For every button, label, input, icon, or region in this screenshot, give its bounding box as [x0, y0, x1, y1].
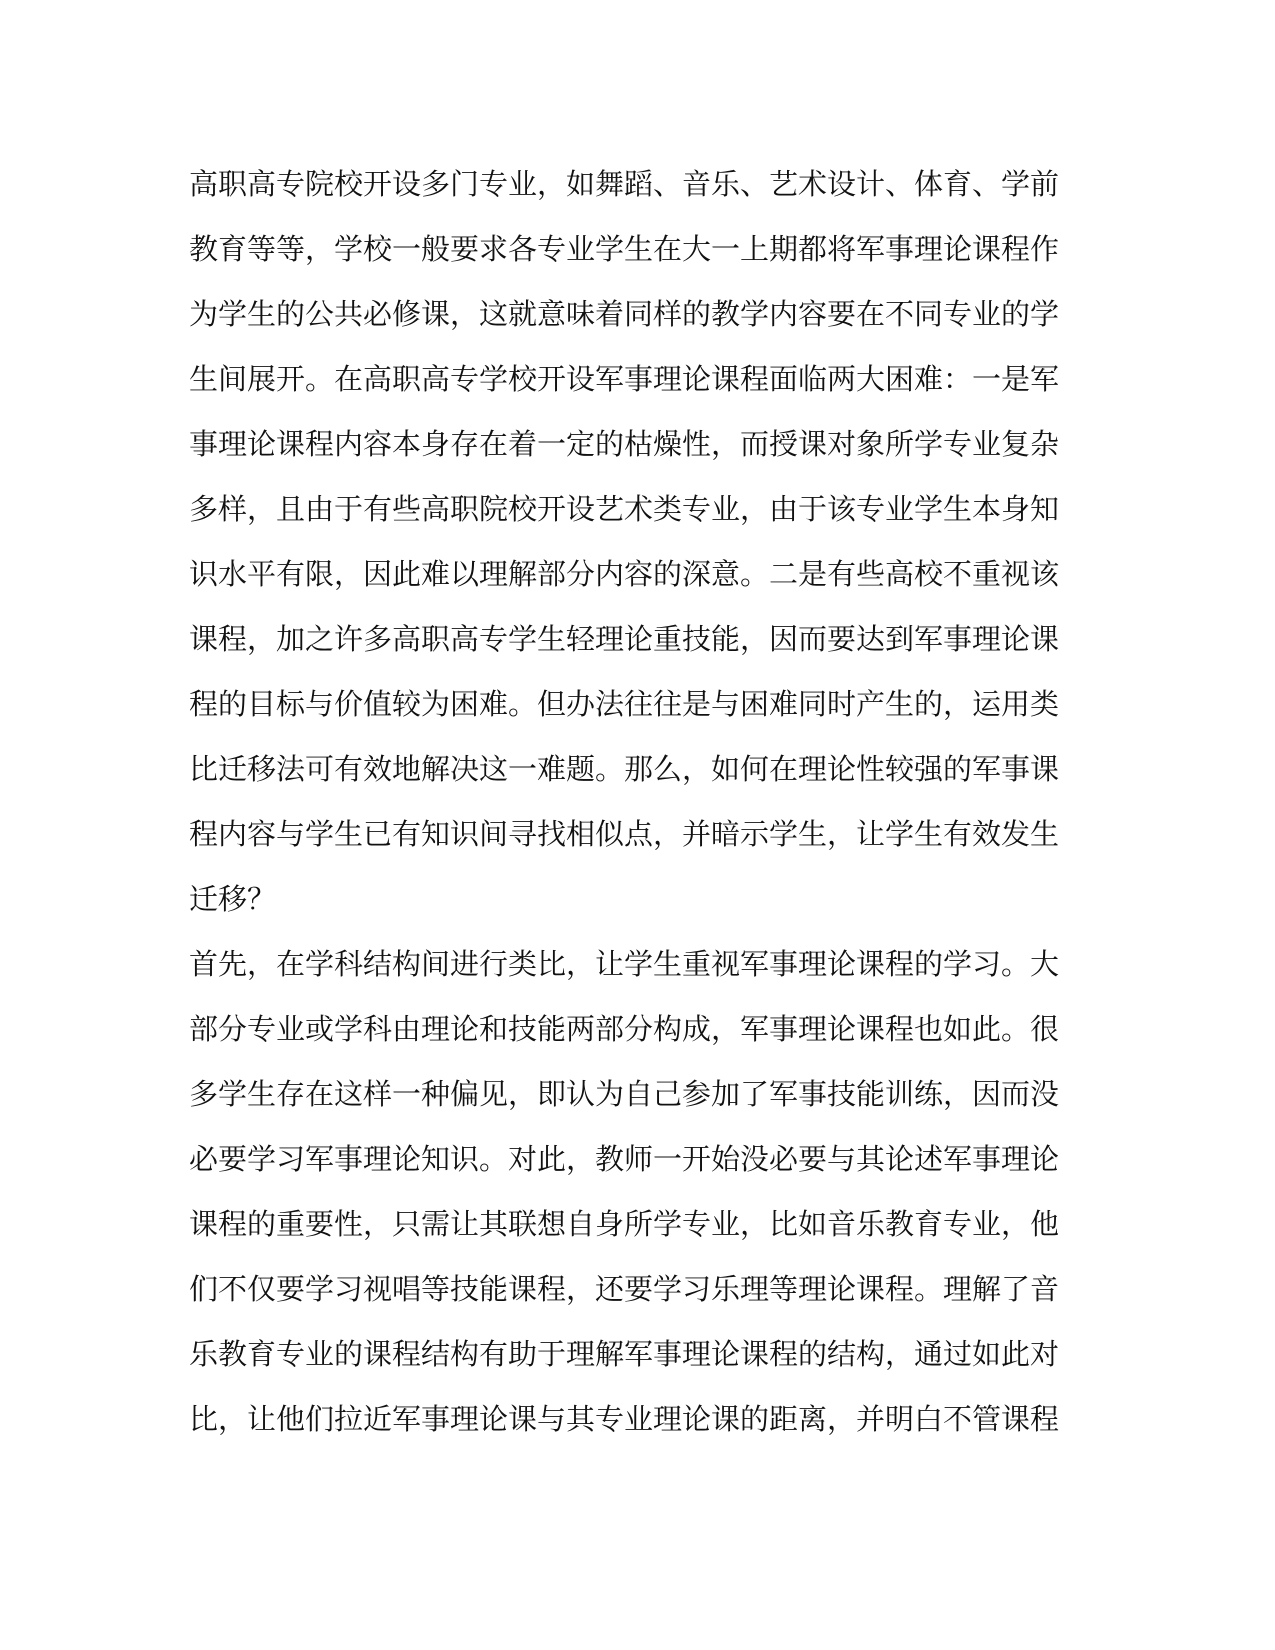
- paragraph-line: 高职高专院校开设多门专业，如舞蹈、音乐、艺术设计、体育、学前: [189, 167, 1059, 201]
- paragraph-line: 生间展开。在高职高专学校开设军事理论课程面临两大困难：一是军: [189, 362, 1059, 396]
- document-body: [189, 152, 1059, 1452]
- paragraph-line: 课程，加之许多高职高专学生轻理论重技能，因而要达到军事理论课: [189, 622, 1059, 656]
- paragraph-line: 程内容与学生已有知识间寻找相似点，并暗示学生，让学生有效发生: [189, 817, 1059, 851]
- paragraph-line: 课程的重要性，只需让其联想自身所学专业，比如音乐教育专业，他: [189, 1207, 1059, 1241]
- paragraph-line: 识水平有限，因此难以理解部分内容的深意。二是有些高校不重视该: [189, 557, 1059, 591]
- paragraph-line: 多学生存在这样一种偏见，即认为自己参加了军事技能训练，因而没: [189, 1077, 1059, 1111]
- paragraph-line: 必要学习军事理论知识。对此，教师一开始没必要与其论述军事理论: [189, 1142, 1059, 1176]
- paragraph-line: 教育等等，学校一般要求各专业学生在大一上期都将军事理论课程作: [189, 232, 1059, 266]
- paragraph-line: 程的目标与价值较为困难。但办法往往是与困难同时产生的，运用类: [189, 687, 1059, 721]
- paragraph-line: 比，让他们拉近军事理论课与其专业理论课的距离，并明白不管课程: [189, 1402, 1059, 1436]
- paragraph-line: 迁移？: [189, 882, 277, 916]
- paragraph-line: 们不仅要学习视唱等技能课程，还要学习乐理等理论课程。理解了音: [189, 1272, 1059, 1306]
- paragraph-2: [189, 932, 1059, 1452]
- paragraph-line: 为学生的公共必修课，这就意味着同样的教学内容要在不同专业的学: [189, 297, 1059, 331]
- paragraph-line: 比迁移法可有效地解决这一难题。那么，如何在理论性较强的军事课: [189, 752, 1059, 786]
- paragraph-line: 部分专业或学科由理论和技能两部分构成，军事理论课程也如此。很: [189, 1012, 1059, 1046]
- paragraph-line: 多样，且由于有些高职院校开设艺术类专业，由于该专业学生本身知: [189, 492, 1059, 526]
- paragraph-1: [189, 152, 1059, 932]
- paragraph-line: 首先，在学科结构间进行类比，让学生重视军事理论课程的学习。大: [189, 947, 1059, 981]
- paragraph-line: 乐教育专业的课程结构有助于理解军事理论课程的结构，通过如此对: [189, 1337, 1059, 1371]
- paragraph-line: 事理论课程内容本身存在着一定的枯燥性，而授课对象所学专业复杂: [189, 427, 1059, 461]
